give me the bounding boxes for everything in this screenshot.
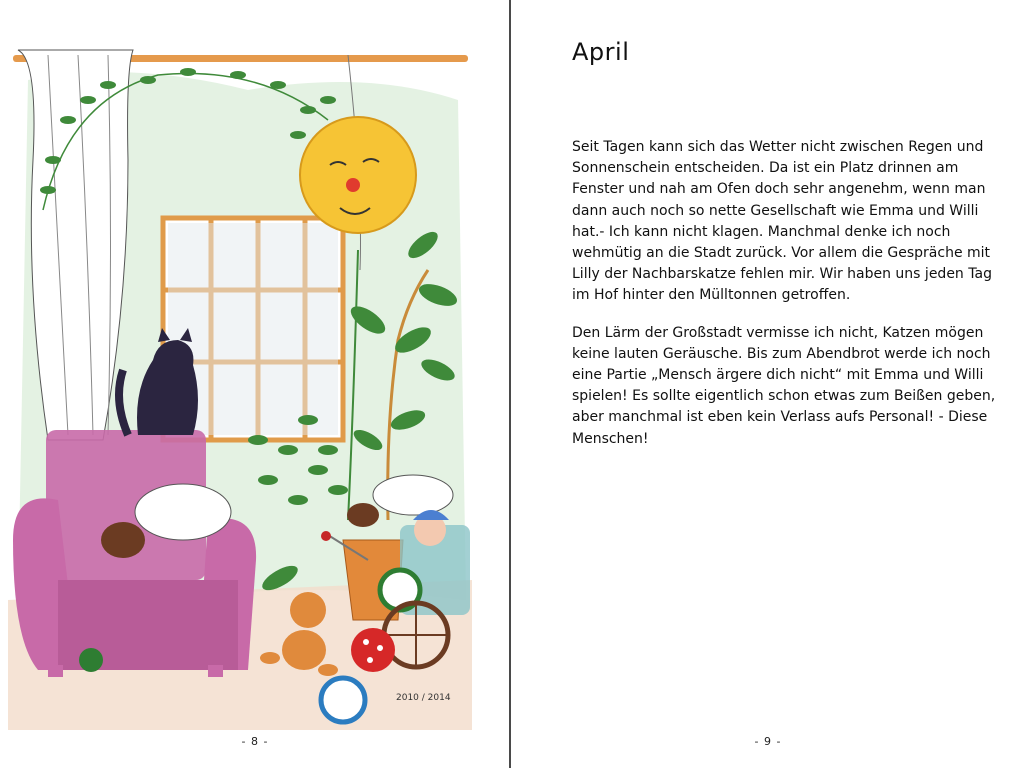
left-page: [0, 0, 510, 768]
blue-ball: [321, 678, 365, 722]
page-number-right: - 9 -: [754, 735, 782, 748]
chapter-title: April: [572, 38, 630, 66]
paragraph: Seit Tagen kann sich das Wetter nicht zwischen Regen und Sonnenschein entscheiden. Da ist ein Platz drinnen am Fenster und nah am Ofen doch sehr angenehm, wenn man dann auch noch so nette Gesellschaft wie Emma und Willi hat.- Ich kann nicht klagen. Manchmal denke ich noch wehmütig an die Stadt zurück. Vor allem die Gespräche mit Lilly der Nachbarskatze fehlen mir. Wir haben uns jeden Tag im Hof hinter den Mülltonnen getroffen.: [572, 139, 992, 304]
page-number-left: - 8 -: [241, 735, 269, 748]
story-text: [572, 137, 1002, 466]
watercolor-illustration: [8, 40, 472, 730]
book-gutter: [509, 0, 511, 768]
paragraph: Den Lärm der Großstadt vermisse ich nicht, Katzen mögen keine lauten Geräusche. Bis zum Abendbrot werde ich noch eine Partie „Mensch ärgere dich nicht“ mit Emma und Willi spielen! Es sollte eigentlich schon etwas zum Beißen geben, aber manchmal ist eben kein Verlass aufs Personal! - Diese Menschen!: [572, 324, 996, 447]
artist-signature: 2010 / 2014: [396, 693, 451, 703]
sun-lamp: [300, 117, 416, 233]
red-dotted-ball: [351, 628, 395, 672]
green-ball: [79, 648, 103, 672]
right-page: [512, 0, 1024, 768]
